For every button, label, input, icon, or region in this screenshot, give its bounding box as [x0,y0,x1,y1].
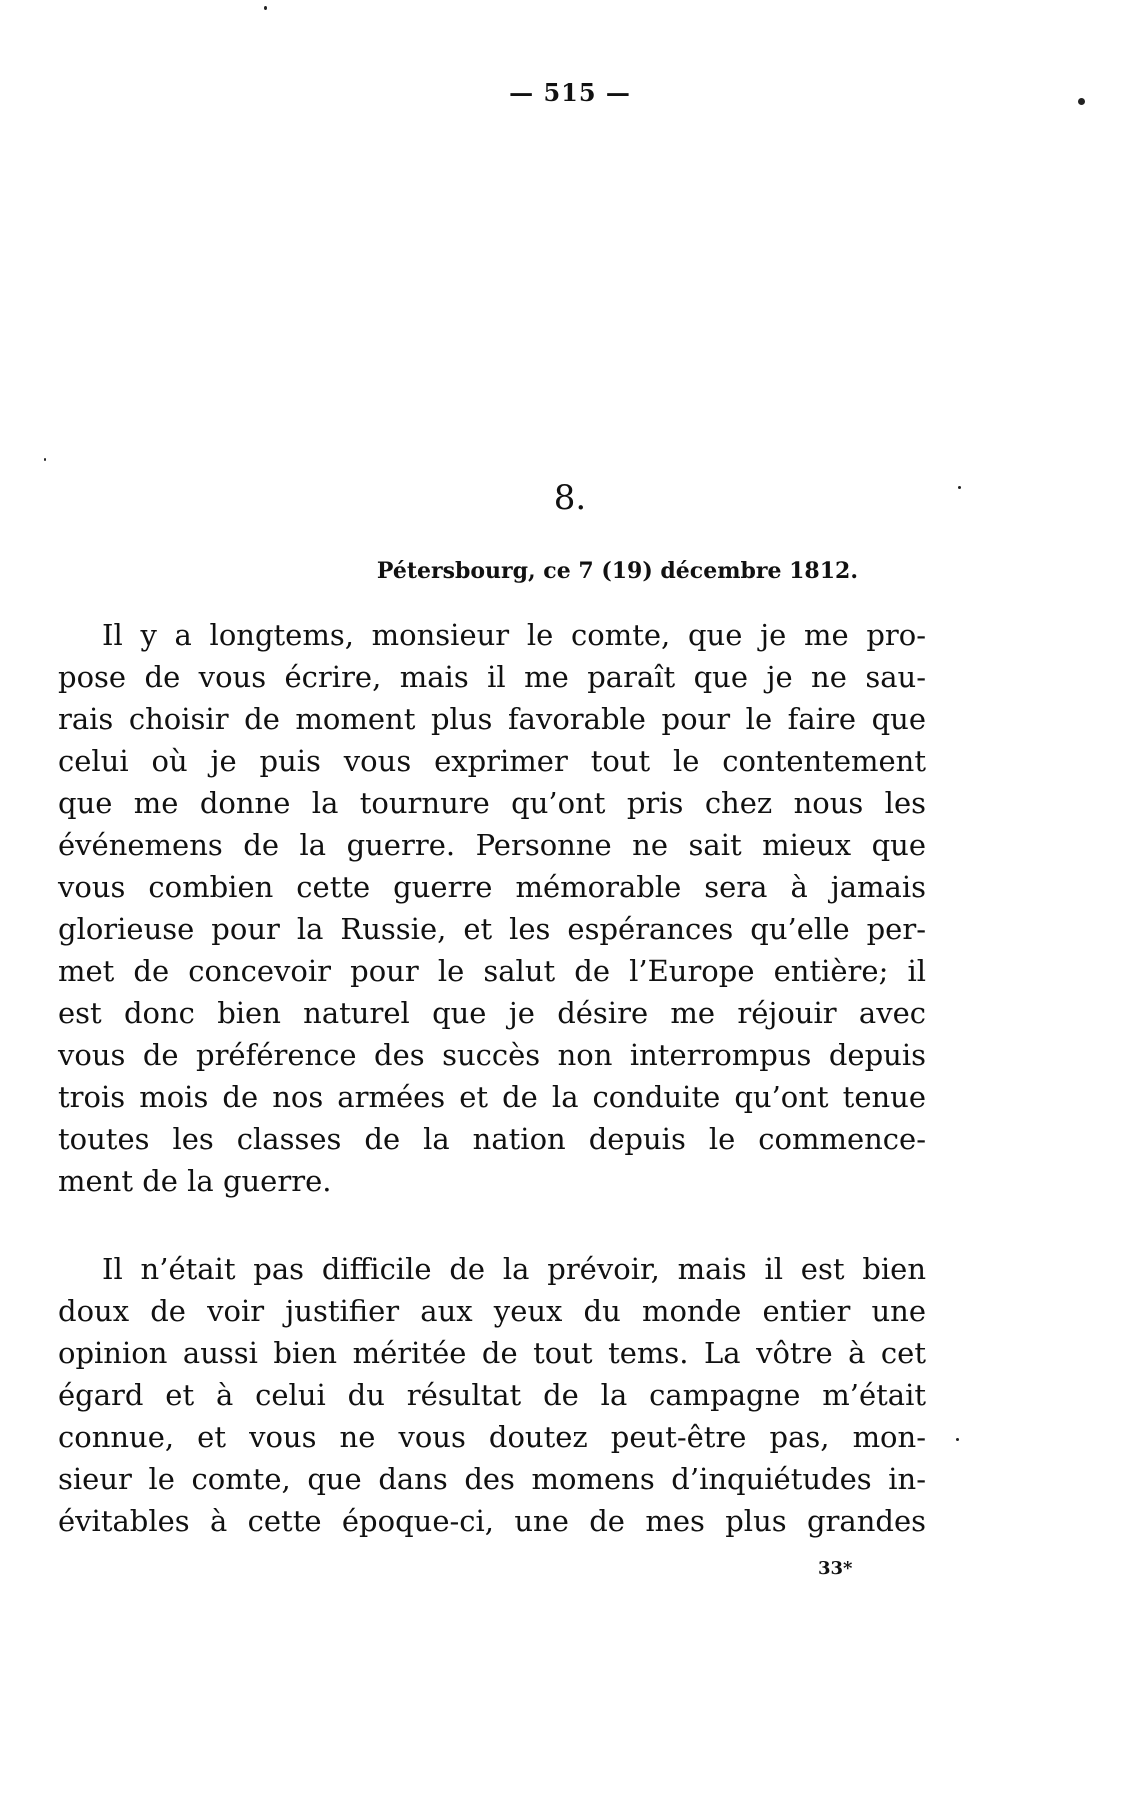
text-line: pose de vous écrire, mais il me paraît que je ne sau- [58,660,926,694]
text-line: Il n’était pas difficile de la prévoir, mais il est bien [102,1252,926,1286]
text-line: évitables à cette époque-ci, une de mes plus grandes [58,1504,926,1538]
text-line: rais choisir de moment plus favorable pour le faire que [58,702,926,736]
paragraph-1 [58,614,926,1202]
text-line: égard et à celui du résultat de la campagne m’était [58,1378,926,1412]
text-line: toutes les classes de la nation depuis le commence- [58,1122,926,1156]
text-line: est donc bien naturel que je désire me réjouir avec [58,996,926,1030]
scan-speck [264,6,267,10]
section-number: 8. [553,478,587,518]
text-line: glorieuse pour la Russie, et les espérances qu’elle per- [58,912,926,946]
paragraph-2 [58,1248,926,1542]
text-line: opinion aussi bien méritée de tout tems. La vôtre à cet [58,1336,926,1370]
text-line: ment de la guerre. [58,1164,332,1198]
text-line: celui où je puis vous exprimer tout le contentement [58,744,926,778]
page-number: — 515 — [509,78,631,107]
scan-speck [44,458,46,461]
signature-mark: 33* [818,1558,853,1579]
text-line: trois mois de nos armées et de la conduite qu’ont tenue [58,1080,926,1114]
scan-speck [1078,98,1085,105]
text-line: met de concevoir pour le salut de l’Europe entière; il [58,954,926,988]
scan-speck [956,1438,959,1441]
text-line: vous de préférence des succès non interrompus depuis [58,1038,926,1072]
text-line: connue, et vous ne vous doutez peut-être pas, mon- [58,1420,926,1454]
text-line: sieur le comte, que dans des momens d’inquiétudes in- [58,1462,926,1496]
text-line: doux de voir justifier aux yeux du monde entier une [58,1294,926,1328]
text-line: Il y a longtems, monsieur le comte, que je me pro- [102,618,926,652]
text-line: que me donne la tournure qu’ont pris chez nous les [58,786,926,820]
text-line: événemens de la guerre. Personne ne sait mieux que [58,828,926,862]
text-line: vous combien cette guerre mémorable sera à jamais [58,870,926,904]
dateline: Pétersbourg, ce 7 (19) décembre 1812. [376,558,858,584]
scan-speck [958,486,961,489]
